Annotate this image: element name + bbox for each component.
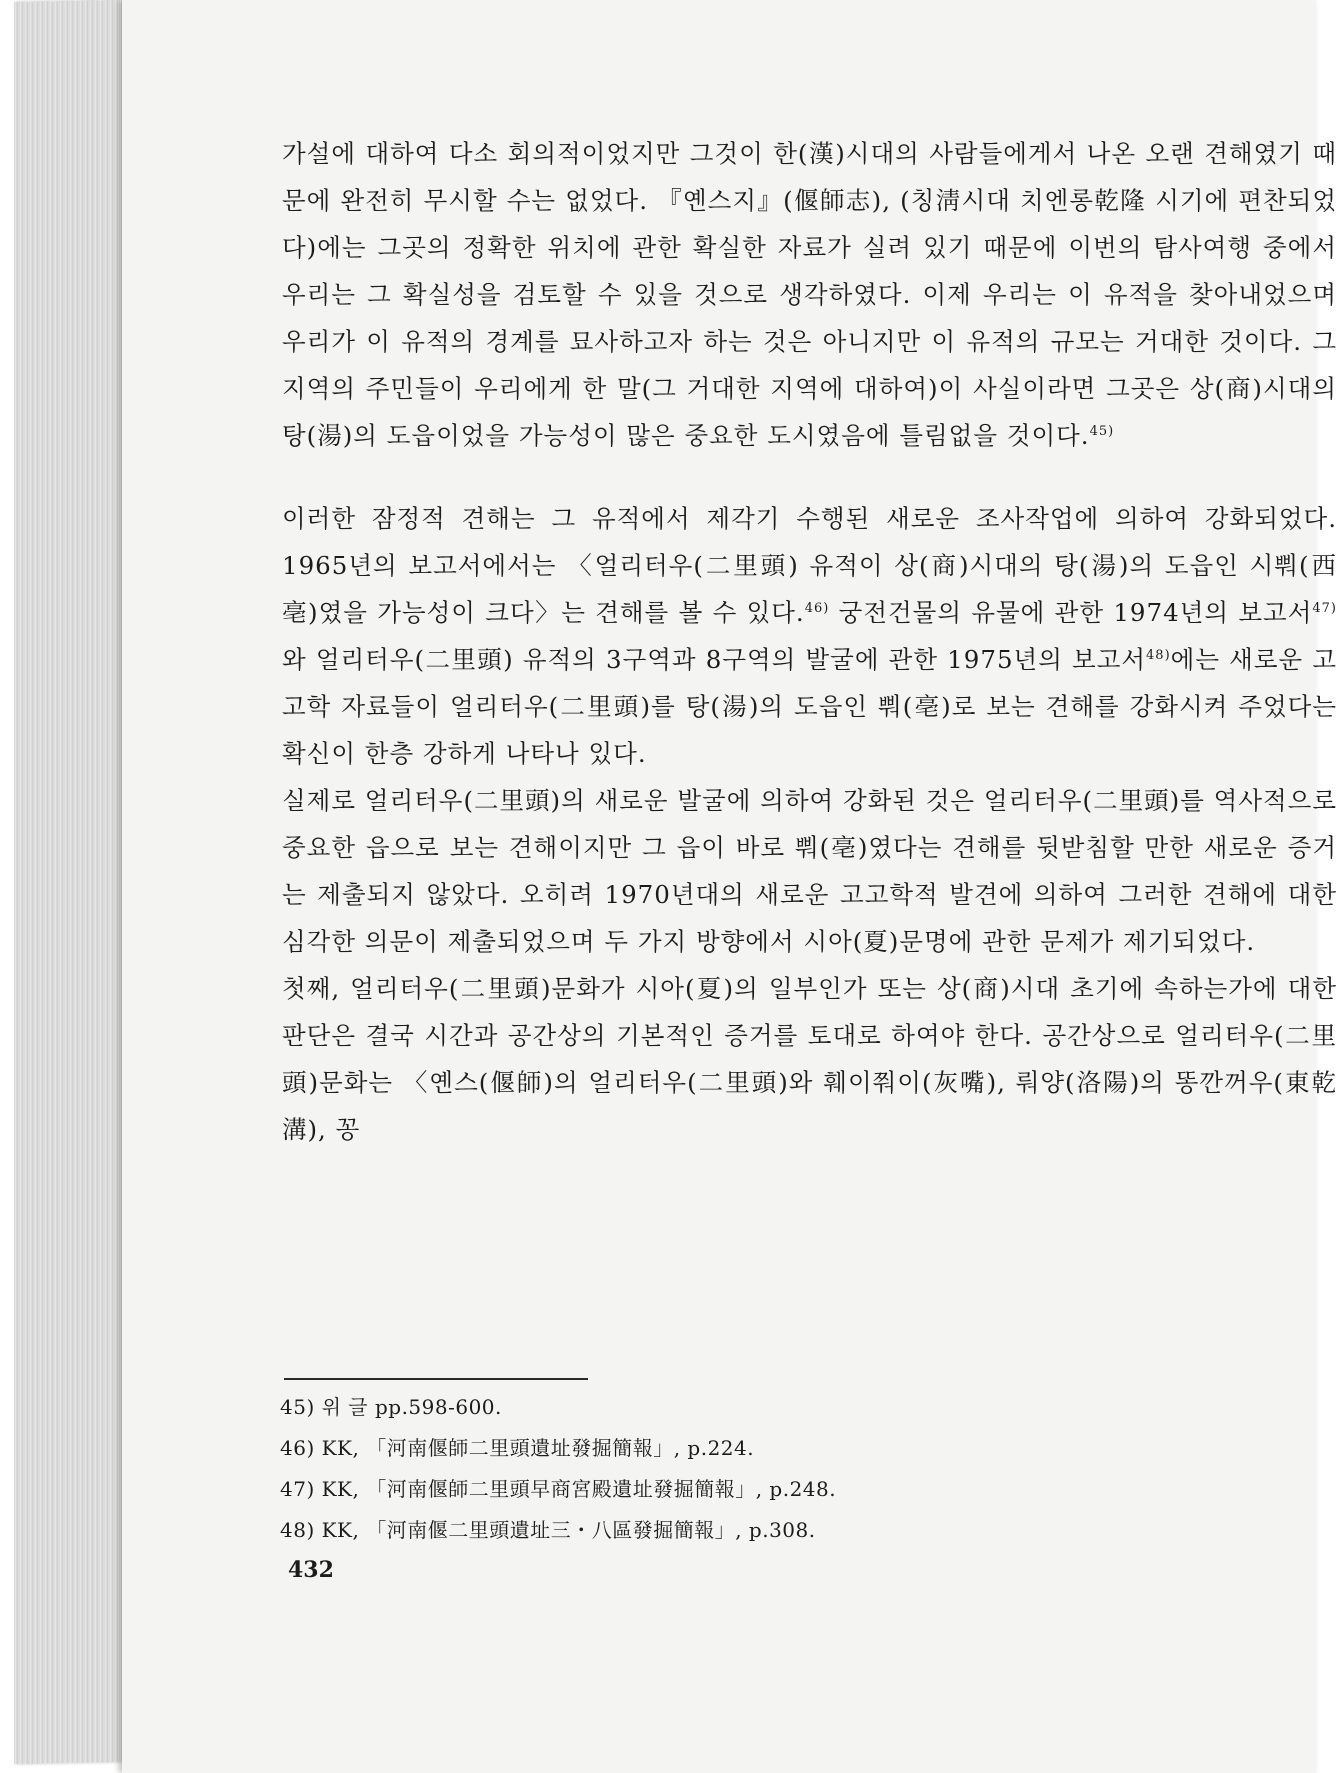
paragraph-1 — [282, 130, 1337, 459]
paragraph-2-part2: 궁전건물의 유물에 관한 1974년의 보고서 — [829, 598, 1313, 627]
paragraph-2-part1: 이러한 잠정적 견해는 그 유적에서 제각기 수행된 새로운 조사작업에 의하여 강화되었다. 1965년의 보고서에서는 〈얼리터우(二里頭) 유적이 상(商)시대의 탕(湯)의 도읍인 시뿨(西亳)였을 가능성이 크다〉는 견해를 볼 수 있다. — [282, 504, 1337, 627]
footnote-ref-46: 46) — [804, 600, 830, 616]
footnote-47: 47) KK, 「河南偃師二里頭早商宮殿遺址發掘簡報」, p.248. — [280, 1477, 837, 1501]
book-page — [122, 0, 1337, 1773]
paragraph-2-part4: 에는 새로운 고고학 자료들이 얼리터우(二里頭)를 탕(湯)의 도읍인 뿨(亳)로 보는 견해를 강화시켜 주었다는 확신이 한층 강하게 나타나 있다. — [282, 645, 1337, 768]
footnote-48: 48) KK, 「河南偃二里頭遺址三・八區發掘簡報」, p.308. — [280, 1518, 816, 1542]
book-page-edges — [14, 0, 134, 1764]
paragraph-4: 첫째, 얼리터우(二里頭)문화가 시아(夏)의 일부인가 또는 상(商)시대 초기에 속하는가에 대한 판단은 결국 시간과 공간상의 기본적인 증거를 토대로 하여야 한다. 공간상으로 얼리터우(二里頭)문화는 〈옌스(偃師)의 얼리터우(二里頭)와 훼이쭤이(灰嘴), 뤄양(洛陽)의 똥깐꺼우(東乾溝), 꽁 — [282, 974, 1337, 1144]
footnote-ref-48: 48) — [1146, 647, 1171, 663]
paragraph-1-text: 가설에 대하여 다소 회의적이었지만 그것이 한(漢)시대의 사람들에게서 나온 오랜 견해였기 때문에 완전히 무시할 수는 없었다. 『옌스지』(偃師志), (칭淸시대 치엔롱乾隆 시기에 편찬되었다)에는 그곳의 정확한 위치에 관한 확실한 자료가 실려 있기 때문에 이번의 탐사여행 중에서 우리는 그 확실성을 검토할 수 있을 것으로 생각하였다. 이제 우리는 이 유적을 찾아내었으며 우리가 이 유적의 경계를 묘사하고자 하는 것은 아니지만 이 유적의 규모는 거대한 것이다. 그 지역의 주민들이 우리에게 한 말(그 거대한 지역에 대하여)이 사실이라면 그곳은 상(商)시대의 탕(湯)의 도읍이었을 가능성이 많은 중요한 도시였음에 틀림없을 것이다. — [282, 139, 1337, 450]
footnote-46: 46) KK, 「河南偃師二里頭遺址發掘簡報」, p.224. — [280, 1436, 755, 1460]
footnote-ref-47: 47) — [1312, 600, 1337, 616]
body-text — [282, 130, 1337, 1153]
paragraph-2 — [282, 495, 1337, 777]
footnotes — [280, 1387, 1180, 1551]
footnote-divider — [284, 1378, 588, 1380]
page-number: 432 — [288, 1557, 334, 1583]
paragraph-3: 실제로 얼리터우(二里頭)의 새로운 발굴에 의하여 강화된 것은 얼리터우(二里頭)를 역사적으로 중요한 읍으로 보는 견해이지만 그 읍이 바로 뿨(亳)였다는 견해를 뒷받침할 만한 새로운 증거는 제출되지 않았다. 오히려 1970년대의 새로운 고고학적 발견에 의하여 그러한 견해에 대한 심각한 의문이 제출되었으며 두 가지 방향에서 시아(夏)문명에 관한 문제가 제기되었다. — [282, 786, 1337, 956]
footnote-ref-45: 45) — [1089, 423, 1115, 439]
footnote-45: 45) 위 글 pp.598-600. — [280, 1395, 502, 1419]
paragraph-2-part3: 와 얼리터우(二里頭) 유적의 3구역과 8구역의 발굴에 관한 1975년의 보고서 — [282, 645, 1147, 674]
